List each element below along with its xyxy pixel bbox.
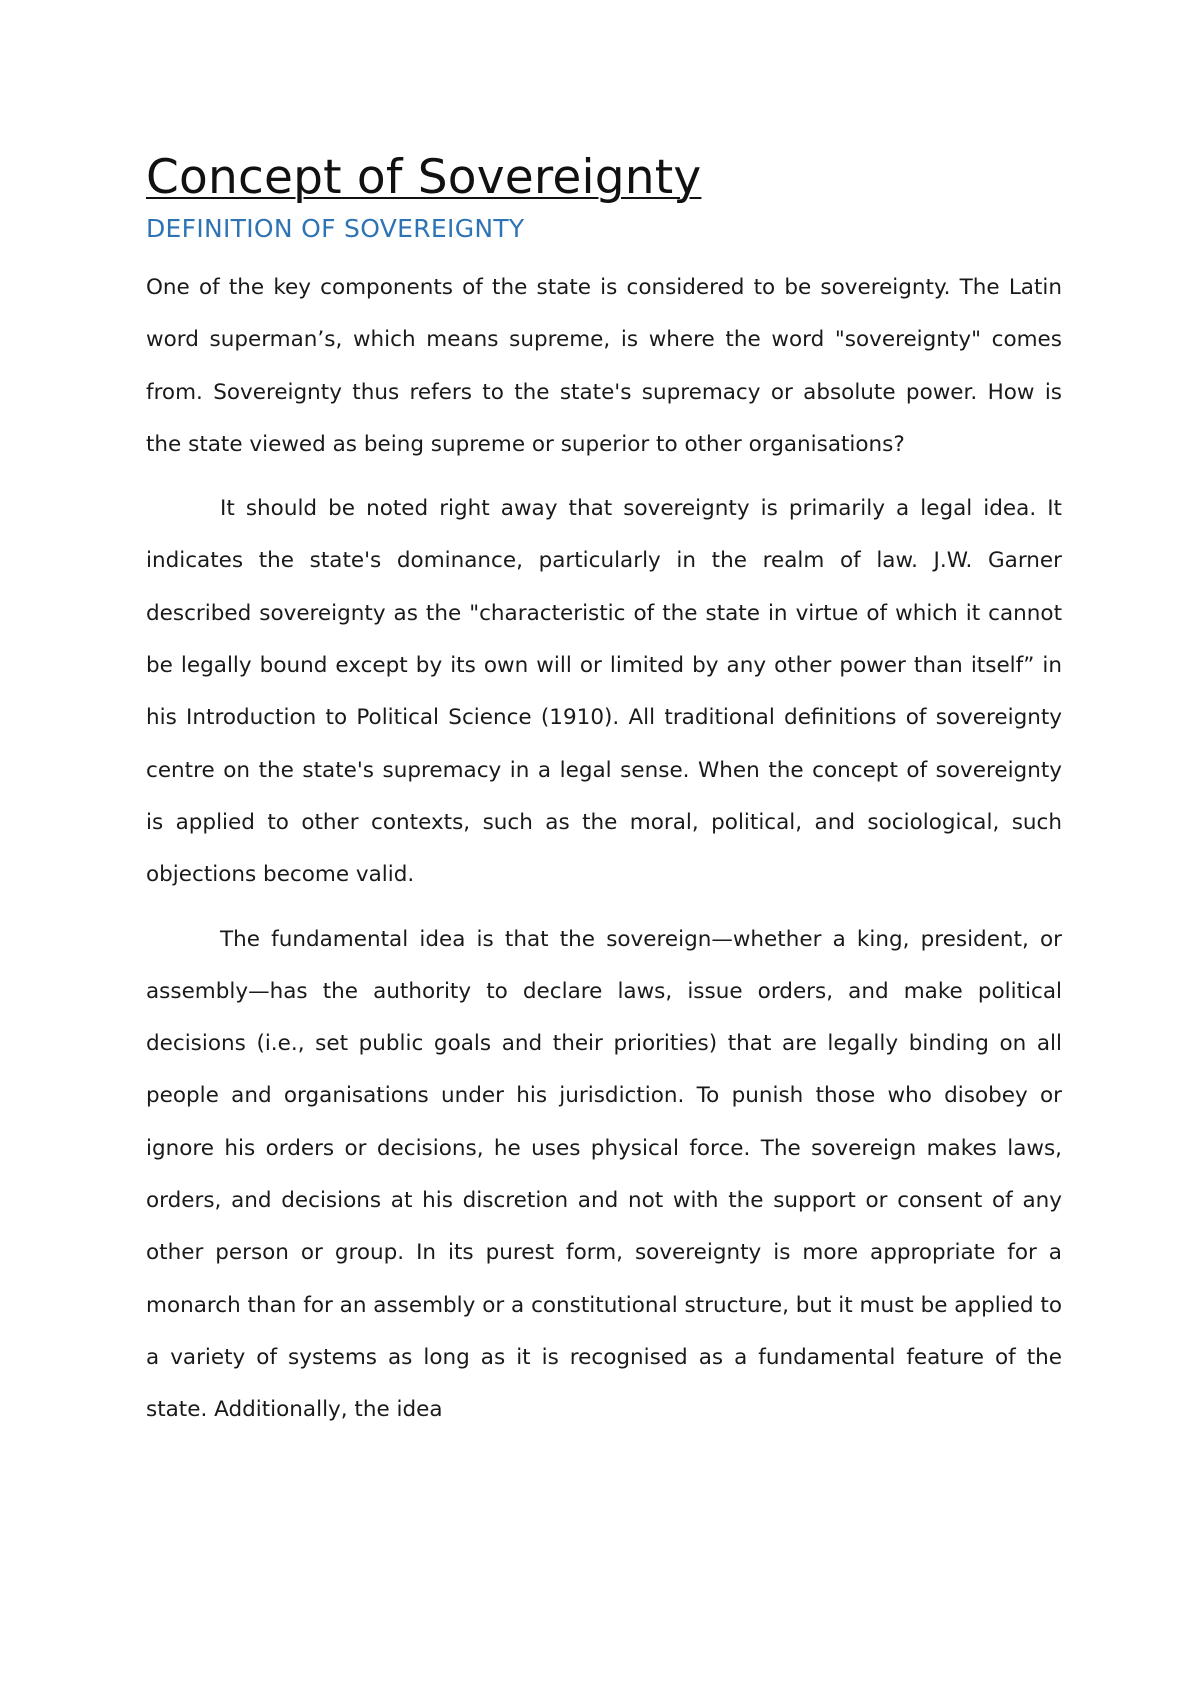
paragraph-1: One of the key components of the state is considered to be sovereignty. The Latin word superman’s, which means supreme, is where the word "sovereignty" comes from. Sovereignty thus refers to the state's supremacy or absolute power. How is the state viewed as being supreme or superior to other organisations?: [146, 275, 1062, 457]
paragraph-2: It should be noted right away that sovereignty is primarily a legal idea. It indicates the state's dominance, particularly in the realm of law. J.W. Garner described sovereignty as the "characteristic of the state in virtue of which it cannot be legally bound except by its own will or limited by any other power than itself” in his Introduction to Political Science (1910). All traditional definitions of sovereignty centre on the state's supremacy in a legal sense. When the concept of sovereignty is applied to other contexts, such as the moral, political, and sociological, such objections become valid.: [146, 496, 1062, 888]
page-title: Concept of Sovereignty: [146, 150, 702, 205]
section-heading: DEFINITION OF SOVEREIGNTY: [146, 214, 525, 243]
document-body: [146, 150, 1062, 1449]
paragraph-3: The fundamental idea is that the sovereign—whether a king, president, or assembly—has the authority to declare laws, issue orders, and make political decisions (i.e., set public goals and their priorities) that are legally binding on all people and organisations under his jurisdiction. To punish those who disobey or ignore his orders or decisions, he uses physical force. The sovereign makes laws, orders, and decisions at his discretion and not with the support or consent of any other person or group. In its purest form, sovereignty is more appropriate for a monarch than for an assembly or a constitutional structure, but it must be applied to a variety of systems as long as it is recognised as a fundamental feature of the state. Additionally, the idea: [146, 926, 1062, 1423]
